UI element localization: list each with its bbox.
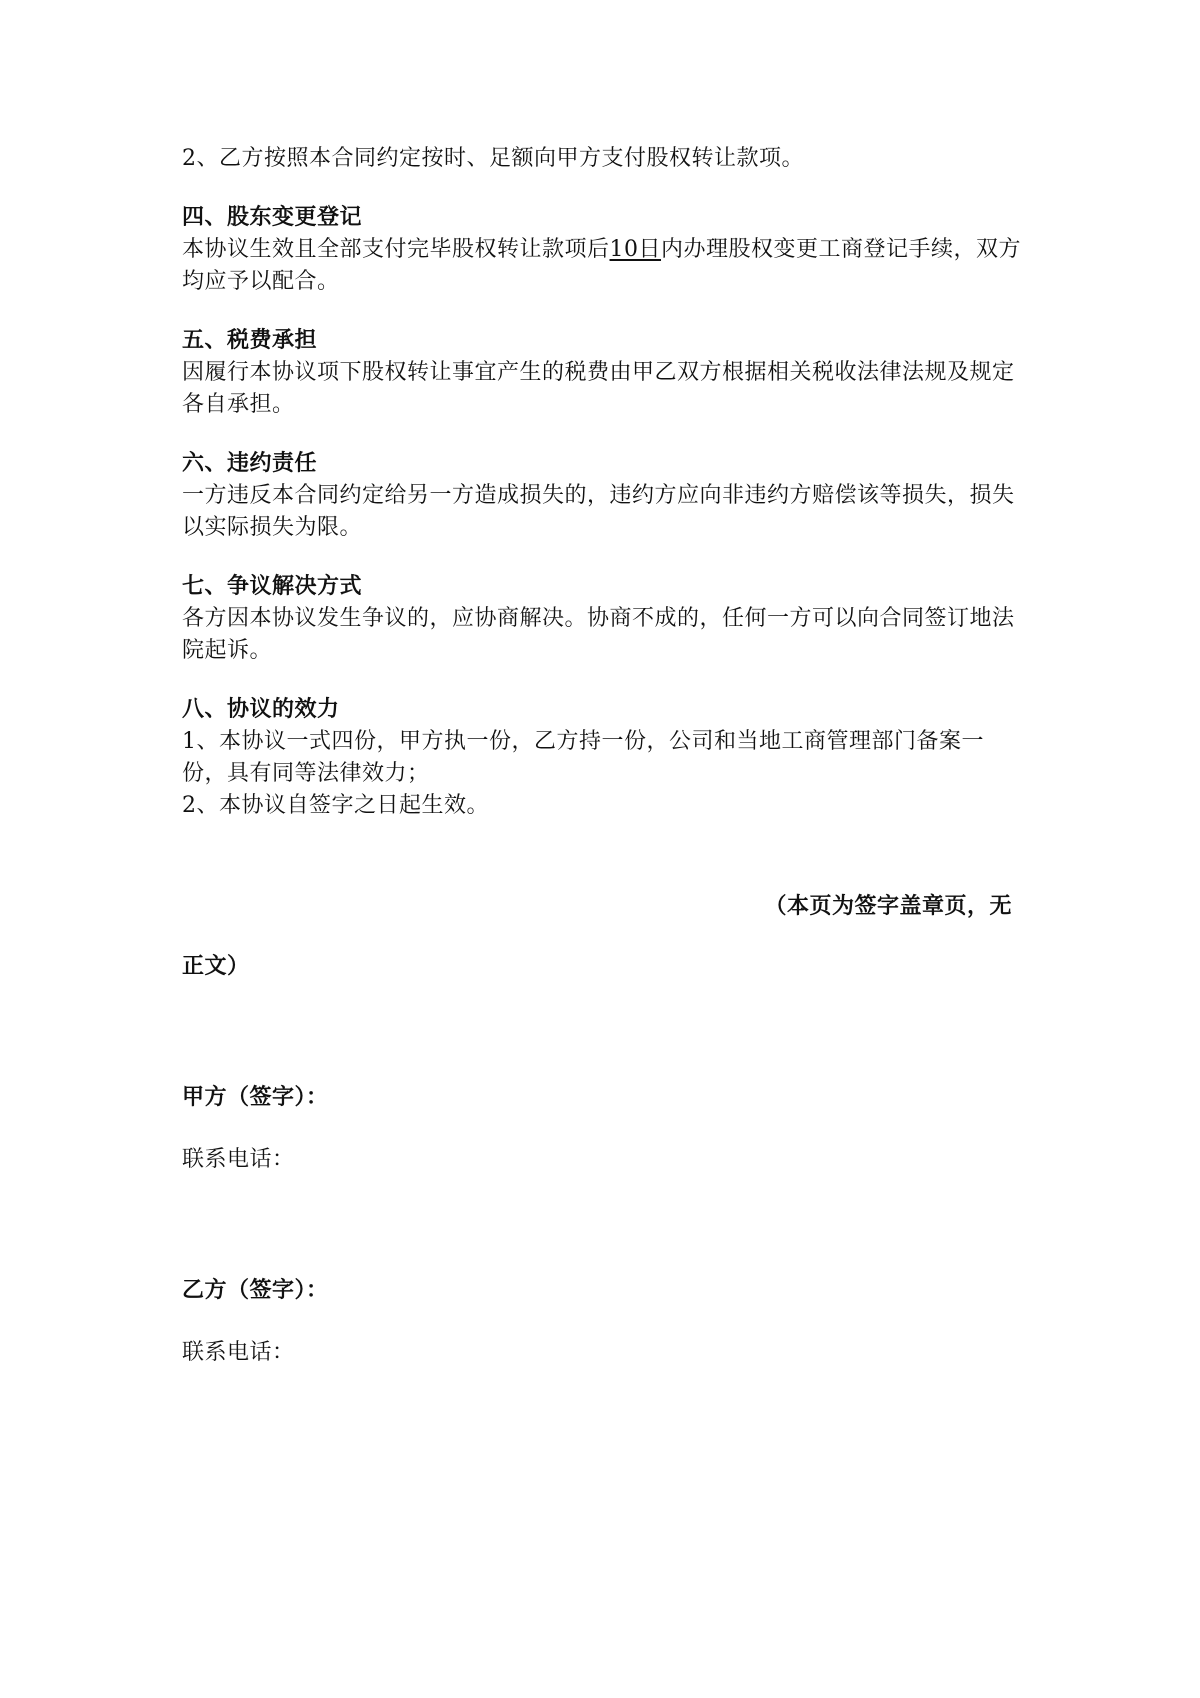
party-b-phone-label: 联系电话： (182, 1340, 295, 1365)
section-breach (182, 448, 1022, 544)
validity-item-1: 1、本协议一式四份，甲方执一份，乙方持一份，公司和当地工商管理部门备案一份，具有同等法律效力； (182, 729, 984, 786)
section-validity (182, 694, 1022, 822)
section-shareholder-change (182, 202, 1022, 298)
section-dispute (182, 571, 1022, 667)
clause-3-item-2: 2、乙方按照本合同约定按时、足额向甲方支付股权转让款项。 (182, 146, 804, 171)
validity-item-2: 2、本协议自签字之日起生效。 (182, 793, 489, 818)
section-heading: 六、违约责任 (182, 451, 318, 476)
body-text: 本协议生效且全部支付完毕股权转让款项后 (182, 237, 610, 262)
body-text: 内办理股权变更工商登记手续，双方均应予以配合。 (182, 237, 1022, 294)
section-heading: 七、争议解决方式 (182, 574, 363, 599)
section-heading: 八、协议的效力 (182, 697, 340, 722)
section-body: 各方因本协议发生争议的，应协商解决。协商不成的，任何一方可以向合同签订地法院起诉。 (182, 606, 1015, 663)
days-value: 10日 (609, 237, 662, 262)
section-body: 因履行本协议项下股权转让事宜产生的税费由甲乙双方根据相关税收法律法规及规定各自承担。 (182, 360, 1015, 417)
party-a-phone-label: 联系电话： (182, 1147, 295, 1172)
signature-page-note: （本页为签字盖章页，无 (764, 894, 1012, 919)
section-taxes (182, 325, 1022, 421)
section-heading: 四、股东变更登记 (182, 205, 363, 230)
party-a-signature-label: 甲方（签字）： (182, 1085, 329, 1110)
signature-page-note-continued: 正文） (182, 954, 250, 979)
section-body: 一方违反本合同约定给另一方造成损失的，违约方应向非违约方赔偿该等损失，损失以实际损失为限。 (182, 483, 1015, 540)
document-body (182, 143, 1022, 1369)
section-body (182, 234, 1022, 298)
section-heading: 五、税费承担 (182, 328, 318, 353)
party-b-signature-label: 乙方（签字）： (182, 1278, 329, 1303)
